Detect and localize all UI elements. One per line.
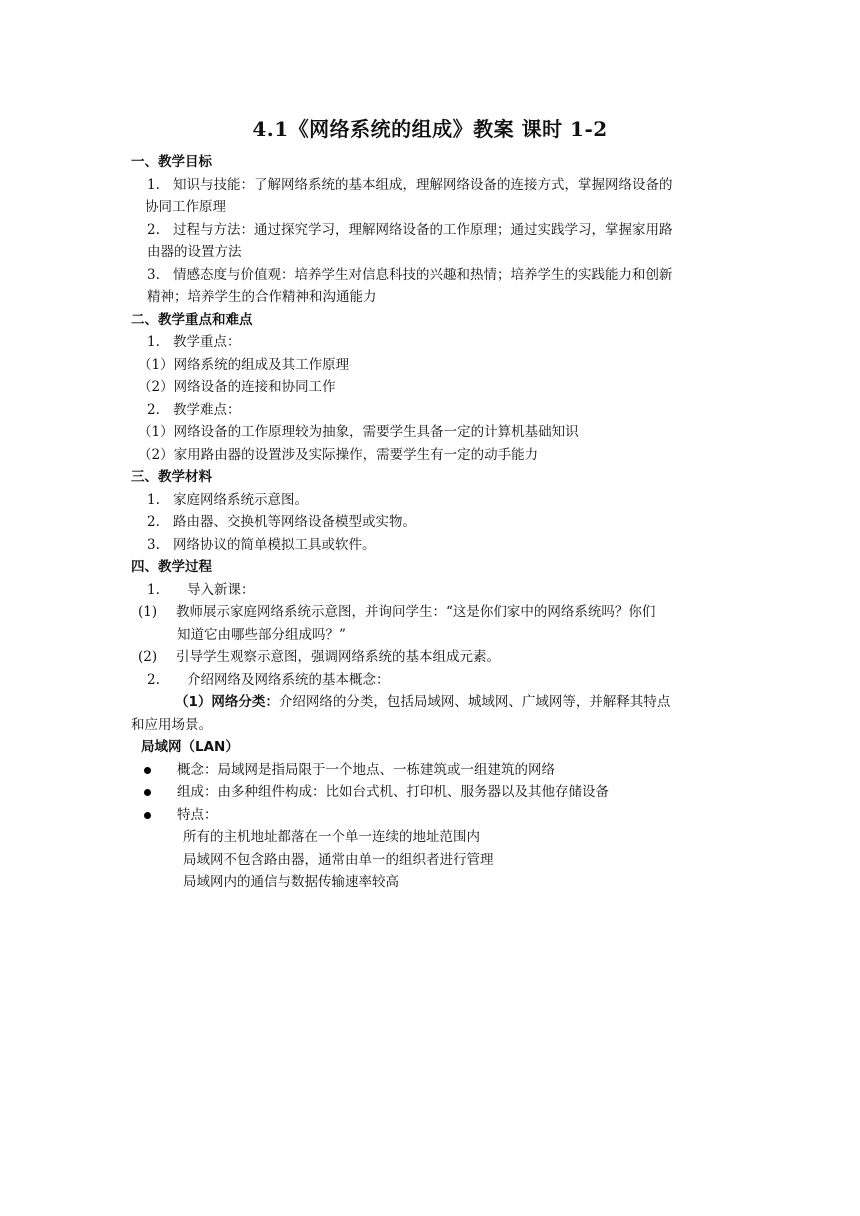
list-item: 1. 教学重点：	[147, 334, 241, 350]
paragraph-network-classification: （1）网络分类：介绍网络的分类，包括局域网、城域网、广域网等，并解释其特点	[175, 694, 671, 710]
sub-item: （1）网络系统的组成及其工作原理	[138, 356, 350, 373]
list-item: 2. 路由器、交换机等网络设备模型或实物。	[147, 514, 416, 530]
list-item-continuation: 由器的设置方法	[147, 244, 242, 260]
document-body	[131, 151, 731, 894]
list-item-continuation: 协同工作原理	[145, 199, 226, 215]
section-heading-process: 四、教学过程	[131, 559, 212, 575]
feature-line: 局域网内的通信与数据传输速率较高	[183, 874, 399, 890]
list-item: 2. 过程与方法：通过探究学习，理解网络设备的工作原理；通过实践学习，掌握家用路	[147, 221, 673, 238]
sub-item: （1）网络设备的工作原理较为抽象，需要学生具备一定的计算机基础知识	[138, 424, 579, 440]
sub-item: (1) 教师展示家庭网络系统示意图，并询问学生：“这是你们家中的网络系统吗？你们	[138, 604, 656, 620]
feature-line: 局域网不包含路由器，通常由单一的组织者进行管理	[183, 851, 494, 868]
bullet-item: 概念：局域网是指局限于一个地点、一栋建筑或一组建筑的网络	[131, 759, 731, 782]
section-heading-objectives: 一、教学目标	[131, 154, 212, 170]
sub-item: （2）家用路由器的设置涉及实际操作，需要学生有一定的动手能力	[138, 446, 539, 463]
sub-item: （2）网络设备的连接和协同工作	[138, 379, 336, 395]
list-item: 1. 知识与技能：了解网络系统的基本组成，理解网络设备的连接方式，掌握网络设备的	[147, 176, 673, 193]
list-item: 2. 教学难点：	[147, 401, 241, 418]
list-item: 1. 家庭网络系统示意图。	[147, 491, 308, 508]
list-item: 3. 网络协议的简单模拟工具或软件。	[147, 536, 376, 553]
sub-item: (2) 引导学生观察示意图，强调网络系统的基本组成元素。	[138, 649, 500, 665]
section-heading-materials: 三、教学材料	[131, 469, 212, 485]
feature-line: 所有的主机地址都落在一个单一连续的地址范围内	[183, 829, 480, 845]
inline-bold-label: （1）网络分类：	[175, 694, 279, 710]
list-item: 2. 介绍网络及网络系统的基本概念：	[147, 671, 390, 688]
list-item-continuation: 精神；培养学生的合作精神和沟通能力	[147, 289, 377, 305]
list-item: 1. 导入新课：	[147, 581, 255, 598]
bullet-item: 组成：由多种组件构成：比如台式机、打印机、服务器以及其他存储设备	[131, 781, 731, 804]
bullet-icon	[144, 767, 151, 774]
page-title: 4.1《网络系统的组成》教案 课时 1-2	[252, 117, 608, 141]
paragraph-continuation: 和应用场景。	[131, 716, 212, 733]
lan-heading: 局域网（LAN）	[141, 739, 239, 755]
bullet-icon	[144, 812, 151, 819]
bullet-item: 特点：	[131, 804, 731, 827]
bullet-icon	[144, 789, 151, 796]
sub-item-continuation: 知道它由哪些部分组成吗？”	[177, 626, 346, 643]
section-heading-key-points: 二、教学重点和难点	[131, 311, 253, 328]
list-item: 3. 情感态度与价值观：培养学生对信息科技的兴趣和热情；培养学生的实践能力和创新	[147, 266, 673, 283]
